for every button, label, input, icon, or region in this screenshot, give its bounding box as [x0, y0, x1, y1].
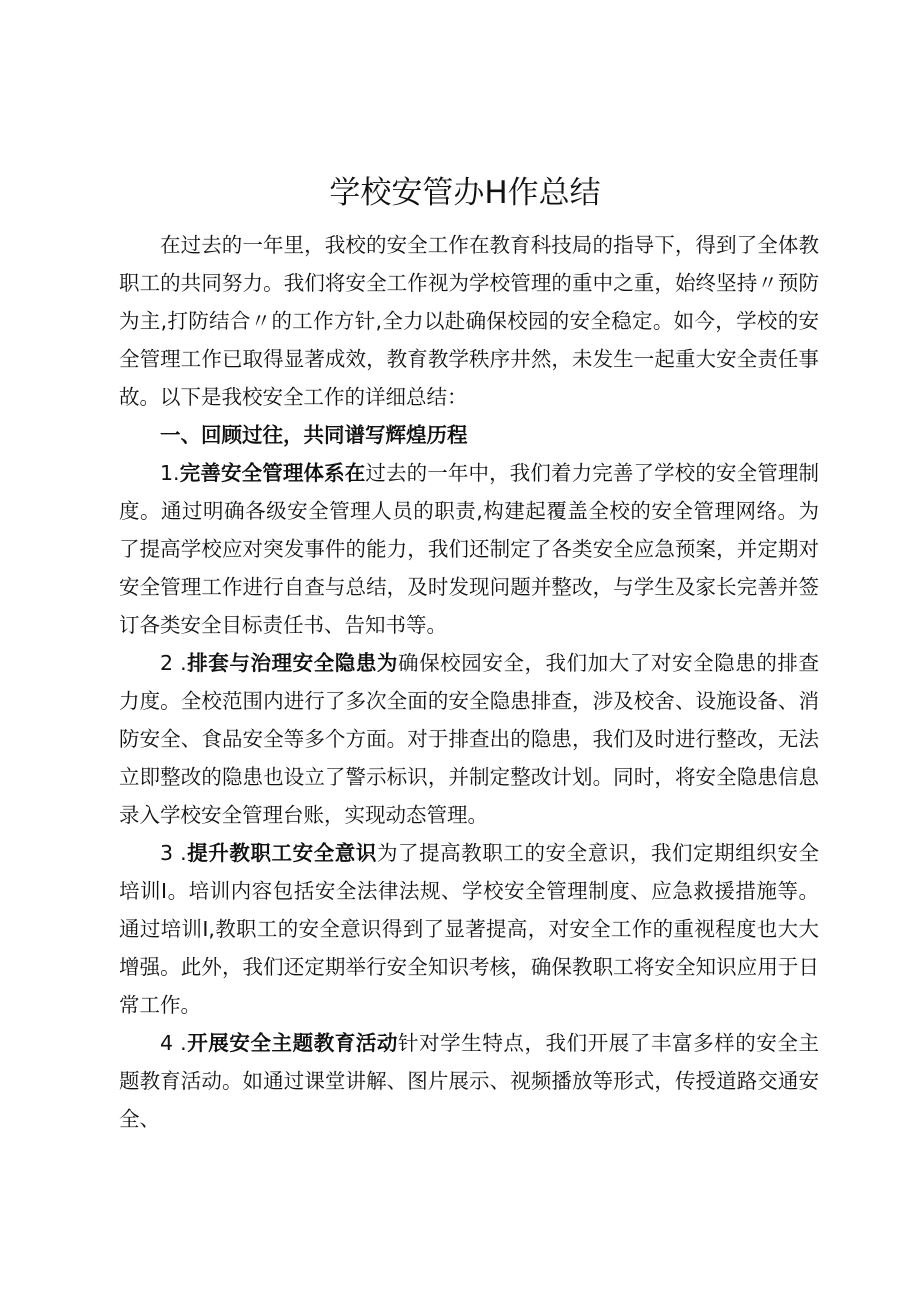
list-item [119, 1024, 819, 1138]
item-number: 3 . [160, 841, 187, 865]
list-item [119, 454, 819, 644]
intro-paragraph: 在过去的一年里，我校的安全工作在教育科技局的指导下，得到了全体教职工的共同努力。我们将安全工作视为学校管理的重中之重，始终坚持〃预防为主,打防结合〃的工作方针,全力以赴确保校园的安全稳定。如今，学校的安全管理工作已取得显著成效，教育教学秩序井然，未发生一起重大安全责任事故。以下是我校安全工作的详细总结： [119, 233, 819, 409]
item-number: 2 . [160, 651, 187, 675]
item-number: 1. [160, 461, 180, 485]
list-item [119, 644, 819, 834]
document-body [119, 226, 819, 1138]
section-heading: 一、回顾过往，共同谱写辉煌历程 [160, 423, 468, 447]
item-text: 针对学生特点，我们开展了丰富多样的安全主题教育活动。如通过课堂讲解、图片展示、视频播放等形式，传授道路交通安全、 [119, 1031, 819, 1131]
item-number: 4 . [160, 1031, 187, 1055]
item-lead: 完善安全管理体系在 [179, 461, 366, 485]
item-text: 确保校园安全，我们加大了对安全隐患的排查力度。全校范围内进行了多次全面的安全隐患排查，涉及校舍、设施设备、消防安全、食品安全等多个方面。对于排查出的隐患，我们及时进行整改，无法立即整改的隐患也设立了警示标识，并制定整改计划。同时，将安全隐患信息录入学校安全管理台账，实现动态管理。 [119, 651, 819, 827]
item-text: 为了提高教职工的安全意识，我们定期组织安全培训I。培训内容包括安全法律法规、学校安全管理制度、应急救援措施等。通过培训I,教职工的安全意识得到了显著提高，对安全工作的重视程度也大大增强。此外，我们还定期举行安全知识考核，确保教职工将安全知识应用于日常工作。 [119, 841, 819, 1017]
item-lead: 排套与治理安全隐患为 [186, 651, 399, 675]
item-lead: 提升教职工安全意识 [186, 841, 377, 865]
item-lead: 开展安全主题教育活动 [186, 1031, 399, 1055]
document-title: 学校安管办H作总结 [329, 175, 601, 211]
item-text: 过去的一年中，我们着力完善了学校的安全管理制度。通过明确各级安全管理人员的职责,构建起覆盖全校的安全管理网络。为了提高学校应对突发事件的能力，我们还制定了各类安全应急预案，并定期对安全管理工作进行自查与总结，及时发现问题并整改，与学生及家长完善并签订各类安全目标责任书、告知书等。 [119, 461, 820, 637]
list-item [119, 834, 819, 1024]
